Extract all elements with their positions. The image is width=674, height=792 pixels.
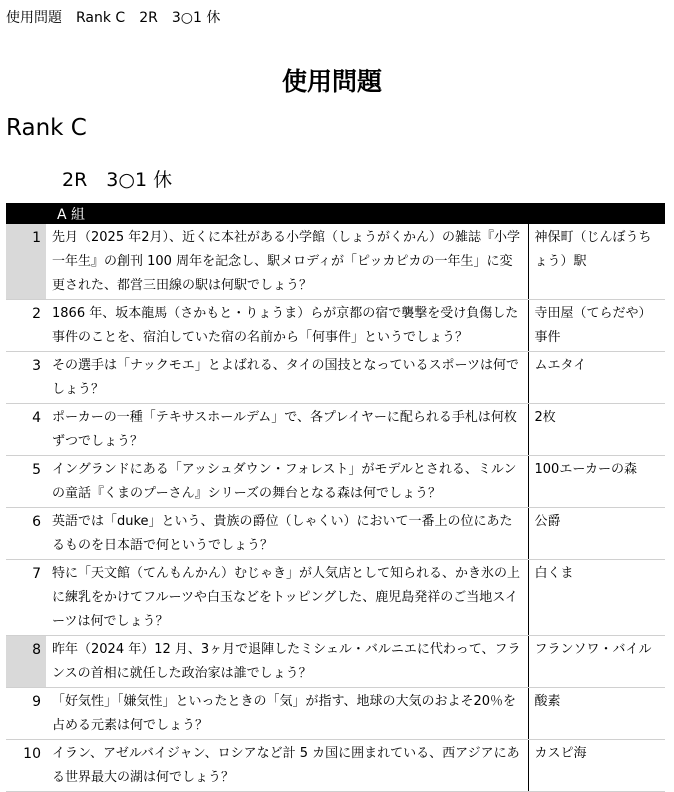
answer-text: 寺田屋（てらだや）事件 <box>528 300 665 352</box>
question-number: 2 <box>6 300 46 352</box>
page-header: 使用問題 Rank C 2R 3○1 休 <box>6 10 221 26</box>
table-row <box>6 636 665 688</box>
document-title: 使用問題 <box>281 67 382 96</box>
question-text: イングランドにある「アッシュダウン・フォレスト」がモデルとされる、ミルンの童話『くまのプーさん』シリーズの舞台となる森は何でしょう？ <box>46 456 528 508</box>
question-number: 8 <box>6 636 46 688</box>
answer-text: 神保町（じんぼうちょう）駅 <box>528 224 665 300</box>
question-number: 10 <box>6 740 46 792</box>
answer-text: 酸素 <box>528 688 665 740</box>
question-text: 特に「天文館（てんもんかん）むじゃき」が人気店として知られる、かき氷の上に練乳をかけてフルーツや白玉などをトッピングした、鹿児島発祥のご当地スイーツは何でしょう？ <box>46 560 528 636</box>
question-number: 5 <box>6 456 46 508</box>
answer-text: ムエタイ <box>528 352 665 404</box>
table-row <box>6 560 665 636</box>
round-heading: 2R 3○1 休 <box>62 169 173 191</box>
question-text: 「好気性」「嫌気性」といったときの「気」が指す、地球の大気のおよそ20％を占める元素は何でしょう？ <box>46 688 528 740</box>
table-row <box>6 688 665 740</box>
question-number: 3 <box>6 352 46 404</box>
answer-text: 100エーカーの森 <box>528 456 665 508</box>
answer-text: 2枚 <box>528 404 665 456</box>
answer-text: 白くま <box>528 560 665 636</box>
question-text: 1866 年、坂本龍馬（さかもと・りょうま）らが京都の宿で襲撃を受け負傷した事件のことを、宿泊していた宿の名前から「何事件」というでしょう？ <box>46 300 528 352</box>
question-text: ポーカーの一種「テキサスホールデム」で、各プレイヤーに配られる手札は何枚ずつでしょう？ <box>46 404 528 456</box>
table-row <box>6 300 665 352</box>
rank-heading: Rank C <box>6 115 87 141</box>
table-row <box>6 740 665 792</box>
question-number: 6 <box>6 508 46 560</box>
group-label: A 組 <box>6 203 665 224</box>
answer-text: 公爵 <box>528 508 665 560</box>
question-number: 1 <box>6 224 46 300</box>
question-text: 英語では「duke」という、貴族の爵位（しゃくい）において一番上の位にあたるものを日本語で何というでしょう？ <box>46 508 528 560</box>
answer-text: フランソワ・バイル <box>528 636 665 688</box>
table-row <box>6 404 665 456</box>
answer-text: カスピ海 <box>528 740 665 792</box>
question-number: 7 <box>6 560 46 636</box>
table-row <box>6 352 665 404</box>
group-header-row <box>6 203 665 224</box>
question-text: 先月（2025 年2月）、近くに本社がある小学館（しょうがくかん）の雑誌『小学一年生』の創刊 100 周年を記念し、駅メロディが「ピッカピカの一年生」に変更された、都営三田線の駅は何駅でしょう？ <box>46 224 528 300</box>
table-row <box>6 456 665 508</box>
question-number: 4 <box>6 404 46 456</box>
question-table <box>6 203 665 792</box>
question-text: その選手は「ナックモエ」とよばれる、タイの国技となっているスポーツは何でしょう？ <box>46 352 528 404</box>
table-row <box>6 508 665 560</box>
question-number: 9 <box>6 688 46 740</box>
question-text: イラン、アゼルバイジャン、ロシアなど計 5 カ国に囲まれている、西アジアにある世界最大の湖は何でしょう？ <box>46 740 528 792</box>
question-text: 昨年（2024 年）12 月、3ヶ月で退陣したミシェル・バルニエに代わって、フランスの首相に就任した政治家は誰でしょう？ <box>46 636 528 688</box>
table-row <box>6 224 665 300</box>
